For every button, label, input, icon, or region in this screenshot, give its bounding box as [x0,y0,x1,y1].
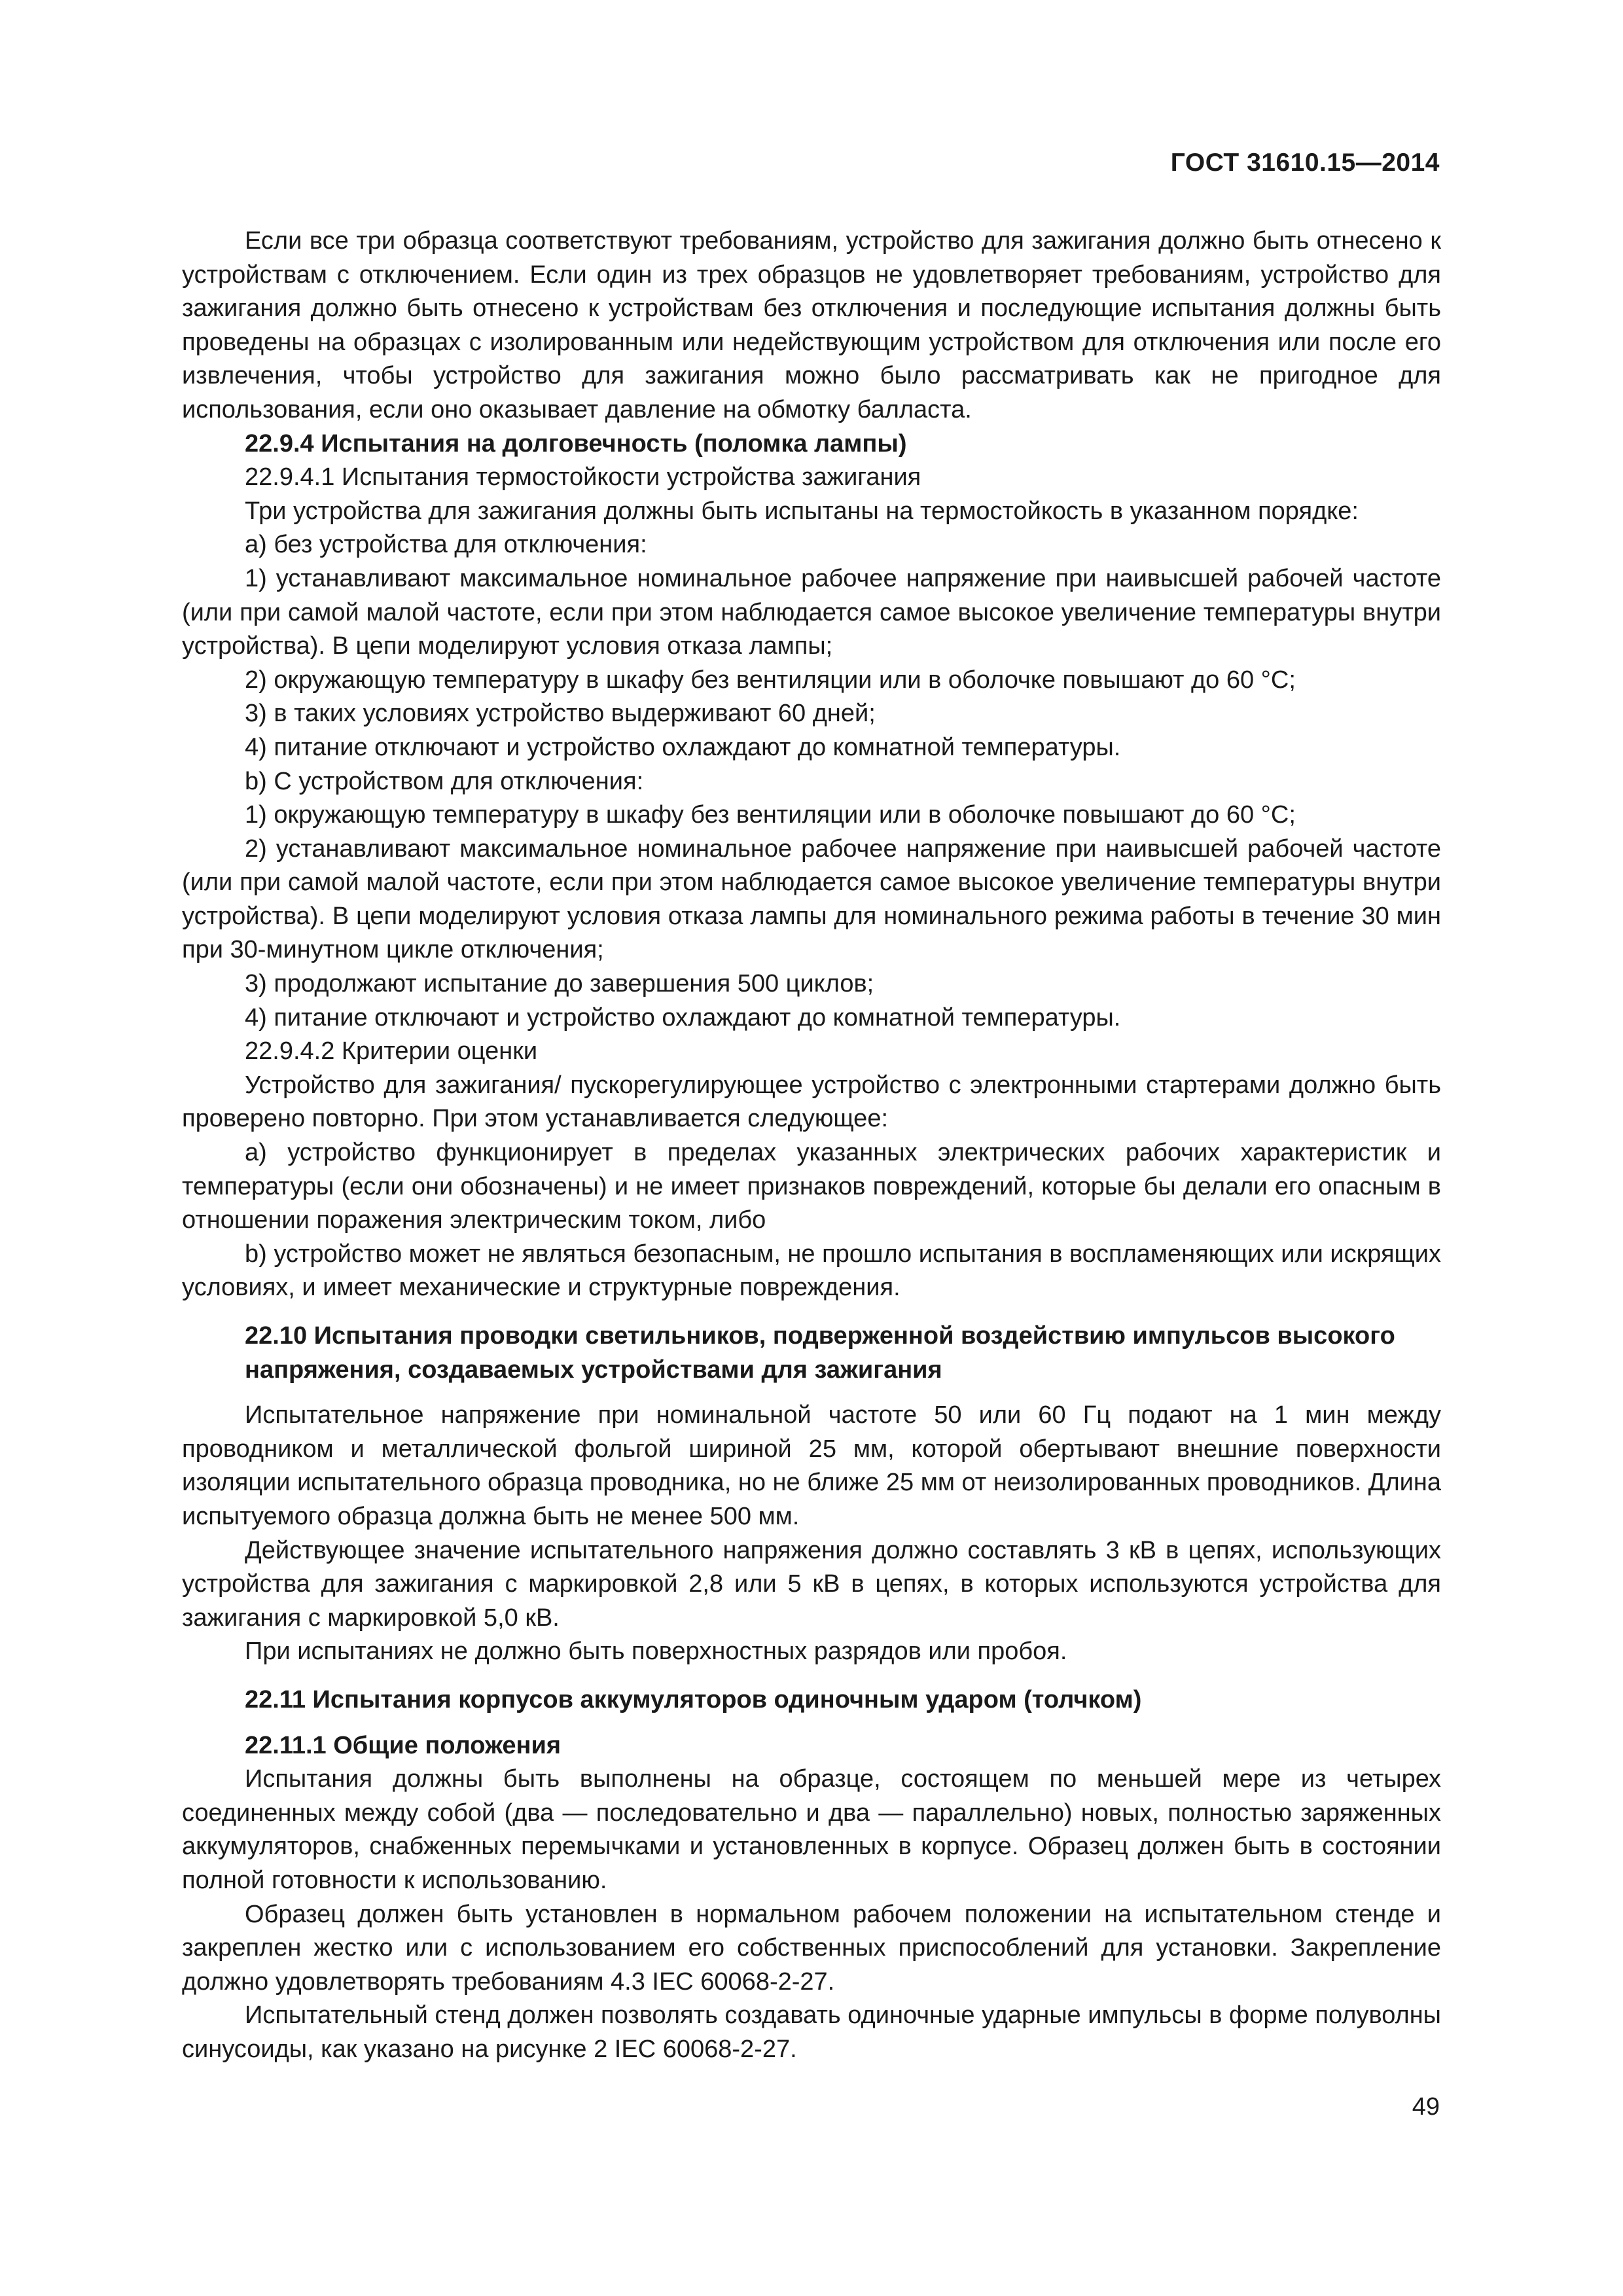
paragraph: Если все три образца соответствуют требованиям, устройство для зажигания должно быть отнесено к устройствам с отключением. Если один из трех образцов не удовлетворяет требованиям, устройство для зажигания должно быть отнесено к устройствам без отключения и последующие испытания должны быть проведены на образцах с изолированным или недействующим устройством для отключения или после его извлечения, чтобы устройство для зажигания можно было рассматривать как не пригодное для использования, если оно оказывает давление на обмотку балласта. [182,227,1441,423]
section-heading-22-10: 22.10 Испытания проводки светильников, подверженной воздействию импульсов высокого напряжения, создаваемых устройствами для зажигания [245,1322,1395,1384]
paragraph: При испытаниях не должно быть поверхностных разрядов или пробоя. [245,1638,1067,1666]
paragraph: Испытательное напряжение при номинальной частоте 50 или 60 Гц подают на 1 мин между проводником и металлической фольгой шириной 25 мм, которой обертывают внешние поверхности изоляции испытательного образца проводника, но не ближе 25 мм от неизолированных проводников. Длина испытуемого образца должна быть не менее 500 мм. [182,1401,1441,1530]
list-item: 2) устанавливают максимальное номинальное рабочее напряжение при наивысшей рабочей частоте (или при самой малой частоте, если при этом наблюдается самое высокое увеличение температуры внутри устройства). В цепи моделируют условия отказа лампы для номинального режима работы в течение 30 мин при 30-минутном цикле отключения; [182,834,1441,964]
section-heading-22-11: 22.11 Испытания корпусов аккумуляторов одиночным ударом (толчком) [245,1685,1142,1713]
subsection-heading-22-11-1: 22.11.1 Общие положения [245,1731,562,1759]
section-heading-22-9-4: 22.9.4 Испытания на долговечность (поломка лампы) [245,429,907,457]
list-item: 4) питание отключают и устройство охлаждают до комнатной температуры. [245,1003,1121,1031]
subsection-heading-22-9-4-2: 22.9.4.2 Критерии оценки [245,1037,538,1066]
paragraph: Образец должен быть установлен в нормальном рабочем положении на испытательном стенде и закреплен жестко или с использованием его собственных приспособлений для установки. Закрепление должно удовлетворять требованиям 4.3 IEC 60068-2-27. [182,1900,1441,1996]
list-item: b) С устройством для отключения: [245,767,644,795]
paragraph: Устройство для зажигания/ пускорегулирующее устройство с электронными стартерами должно быть проверено повторно. При этом устанавливается следующее: [182,1071,1441,1133]
list-item: а) устройство функционирует в пределах указанных электрических рабочих характеристик и температуры (если они обозначены) и не имеет признаков повреждений, которые бы делали его опасным в отношении поражения электрическим током, либо [182,1139,1441,1234]
list-item: 1) устанавливают максимальное номинальное рабочее напряжение при наивысшей рабочей частоте (или при самой малой частоте, если при этом наблюдается самое высокое увеличение температуры внутри устройства). В цепи моделируют условия отказа лампы; [182,564,1441,660]
list-item: 4) питание отключают и устройство охлаждают до комнатной температуры. [245,733,1121,761]
list-item: 1) окружающую температуру в шкафу без вентиляции или в оболочке повышают до 60 °С; [245,801,1296,829]
list-item: 3) продолжают испытание до завершения 500 циклов; [245,970,874,998]
list-item: b) устройство может не являться безопасным, не прошло испытания в воспламеняющих или искрящих условиях, и имеет механические и структурные повреждения. [182,1240,1442,1302]
document-header: ГОСТ 31610.15—2014 [1170,149,1440,177]
paragraph: Три устройства для зажигания должны быть испытаны на термостойкость в указанном порядке: [245,497,1359,525]
paragraph: Испытания должны быть выполнены на образце, состоящем по меньшей мере из четырех соединенных между собой (два — последовательно и два — параллельно) новых, полностью заряженных аккумуляторов, снабженных перемычками и установленных в корпусе. Образец должен быть в состоянии полной готовности к использованию. [182,1765,1441,1894]
subsection-heading-22-9-4-1: 22.9.4.1 Испытания термостойкости устройства зажигания [245,463,921,492]
list-item: 2) окружающую температуру в шкафу без вентиляции или в оболочке повышают до 60 °С; [245,666,1296,694]
document-body [182,224,1441,2066]
paragraph: Испытательный стенд должен позволять создавать одиночные ударные импульсы в форме полуволны синусоиды, как указано на рисунке 2 IEC 60068-2-27. [182,2001,1441,2063]
list-item: а) без устройства для отключения: [245,531,647,559]
paragraph: Действующее значение испытательного напряжения должно составлять 3 кВ в цепях, использующих устройства для зажигания с маркировкой 2,8 или 5 кВ в цепях, в которых используются устройства для зажигания с маркировкой 5,0 кВ. [182,1536,1441,1632]
list-item: 3) в таких условиях устройство выдерживают 60 дней; [245,700,876,728]
page-number: 49 [1412,2093,1440,2121]
